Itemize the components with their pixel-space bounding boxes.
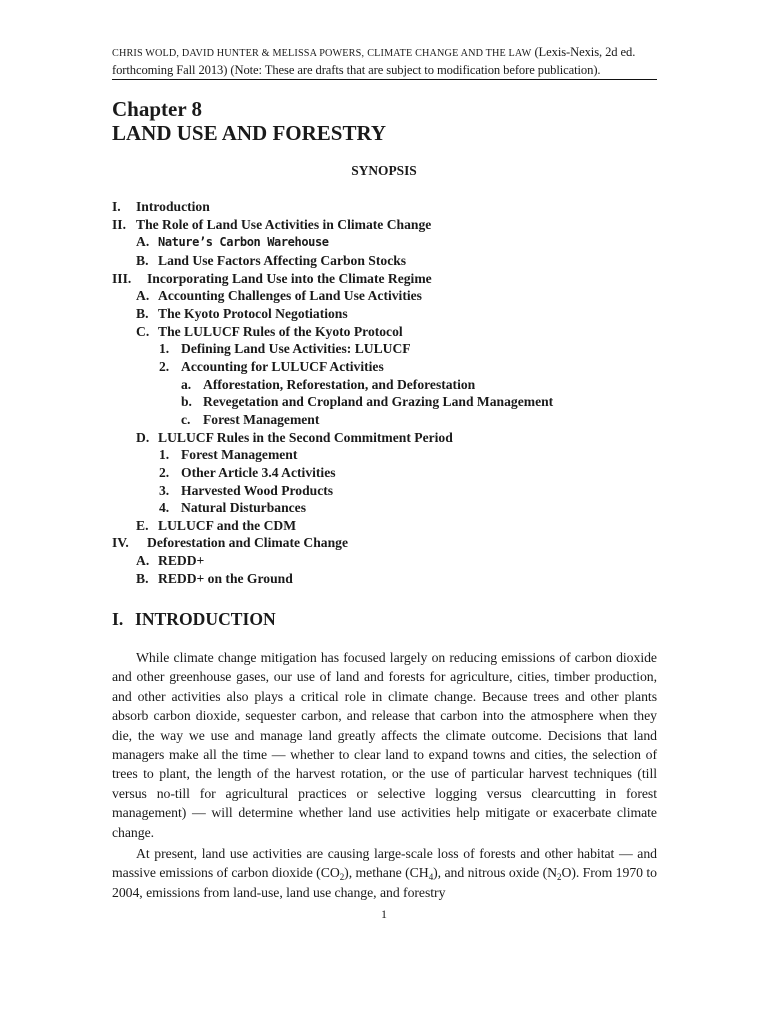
outline-item: 4. Natural Disturbances (159, 500, 306, 516)
outline-item: 1. Defining Land Use Activities: LULUCF (159, 341, 411, 357)
chapter-title: LAND USE AND FORESTRY (112, 121, 387, 145)
outline-item: 2. Other Article 3.4 Activities (159, 464, 336, 480)
outline-item: E. LULUCF and the CDM (136, 517, 297, 533)
outline-item: B. REDD+ on the Ground (136, 570, 293, 586)
running-header (112, 44, 657, 79)
outline-item: c. Forest Management (181, 411, 320, 427)
outline-item: B. Land Use Factors Affecting Carbon Stocks (136, 252, 407, 268)
section-number: I. (112, 609, 124, 629)
header-authors: CHRIS WOLD, DAVID HUNTER & MELISSA POWERS, (112, 48, 365, 59)
outline-item: 3. Harvested Wood Products (159, 482, 334, 498)
outline-item: I. Introduction (112, 199, 210, 214)
outline-item: b. Revegetation and Cropland and Grazing Land Management (181, 394, 554, 410)
intro-paragraph-2: At present, land use activities are causing large-scale loss of forests and other habitat — and massive emissions of carbon dioxide $(CO_2)$, methane $(CH_4)$, and nitrous oxide $(N_2O)$. From 1970 to 2004, emissions from land-use, land use change, and forestry (112, 846, 657, 900)
outline-item: B. The Kyoto Protocol Negotiations (136, 305, 348, 321)
outline-item: II. The Role of Land Use Activities in Climate Change (112, 216, 432, 232)
outline-item: A. REDD+ (136, 553, 205, 569)
synopsis-outline (0, 198, 768, 587)
intro-paragraph-1: While climate change mitigation has focused largely on reducing emissions of carbon dioxide and other greenhouse gases, our use of land and forests for agriculture, cities, timber production, and other activities also plays a critical role in climate change. Because trees and other plants absorb carbon dioxide, sequester carbon, and release that carbon into the atmosphere when they die, the way we use and manage land greatly affects the climate outcome. Decisions that land managers make all the time — whether to clear land to expand towns and cities, the selection of trees to plant, the length of the harvest rotation, or the use of particular harvest techniques (till versus no-till for agricultural practices or selective logging versus clearcutting in forest management) — will determine whether land use activities help mitigate or exacerbate climate change. (112, 650, 657, 840)
outline-item: A. Nature’s Carbon Warehouse (136, 234, 329, 250)
section-heading (112, 609, 276, 630)
outline-item: A. Accounting Challenges of Land Use Activities (136, 288, 422, 304)
header-book-title: CLIMATE CHANGE AND THE LAW (367, 48, 532, 59)
outline-item: III. Incorporating Land Use into the Climate Regime (112, 270, 432, 286)
chapter-number: Chapter 8 (112, 97, 203, 121)
page-number: 1 (381, 907, 387, 921)
section-title: INTRODUCTION (135, 609, 276, 629)
synopsis-heading: SYNOPSIS (351, 163, 417, 178)
outline-item: C. The LULUCF Rules of the Kyoto Protocol (136, 323, 403, 339)
header-note: forthcoming Fall 2013) (Note: These are drafts that are subject to modification before publication). (112, 63, 601, 77)
outline-item: 2. Accounting for LULUCF Activities (159, 358, 384, 374)
header-edition: (Lexis-Nexis, 2d ed. (534, 45, 636, 59)
outline-item: IV. Deforestation and Climate Change (112, 535, 348, 551)
outline-item: D. LULUCF Rules in the Second Commitment Period (136, 429, 453, 445)
outline-item: 1. Forest Management (159, 447, 298, 463)
outline-item: a. Afforestation, Reforestation, and Deforestation (181, 376, 476, 392)
header-rule (112, 79, 657, 80)
